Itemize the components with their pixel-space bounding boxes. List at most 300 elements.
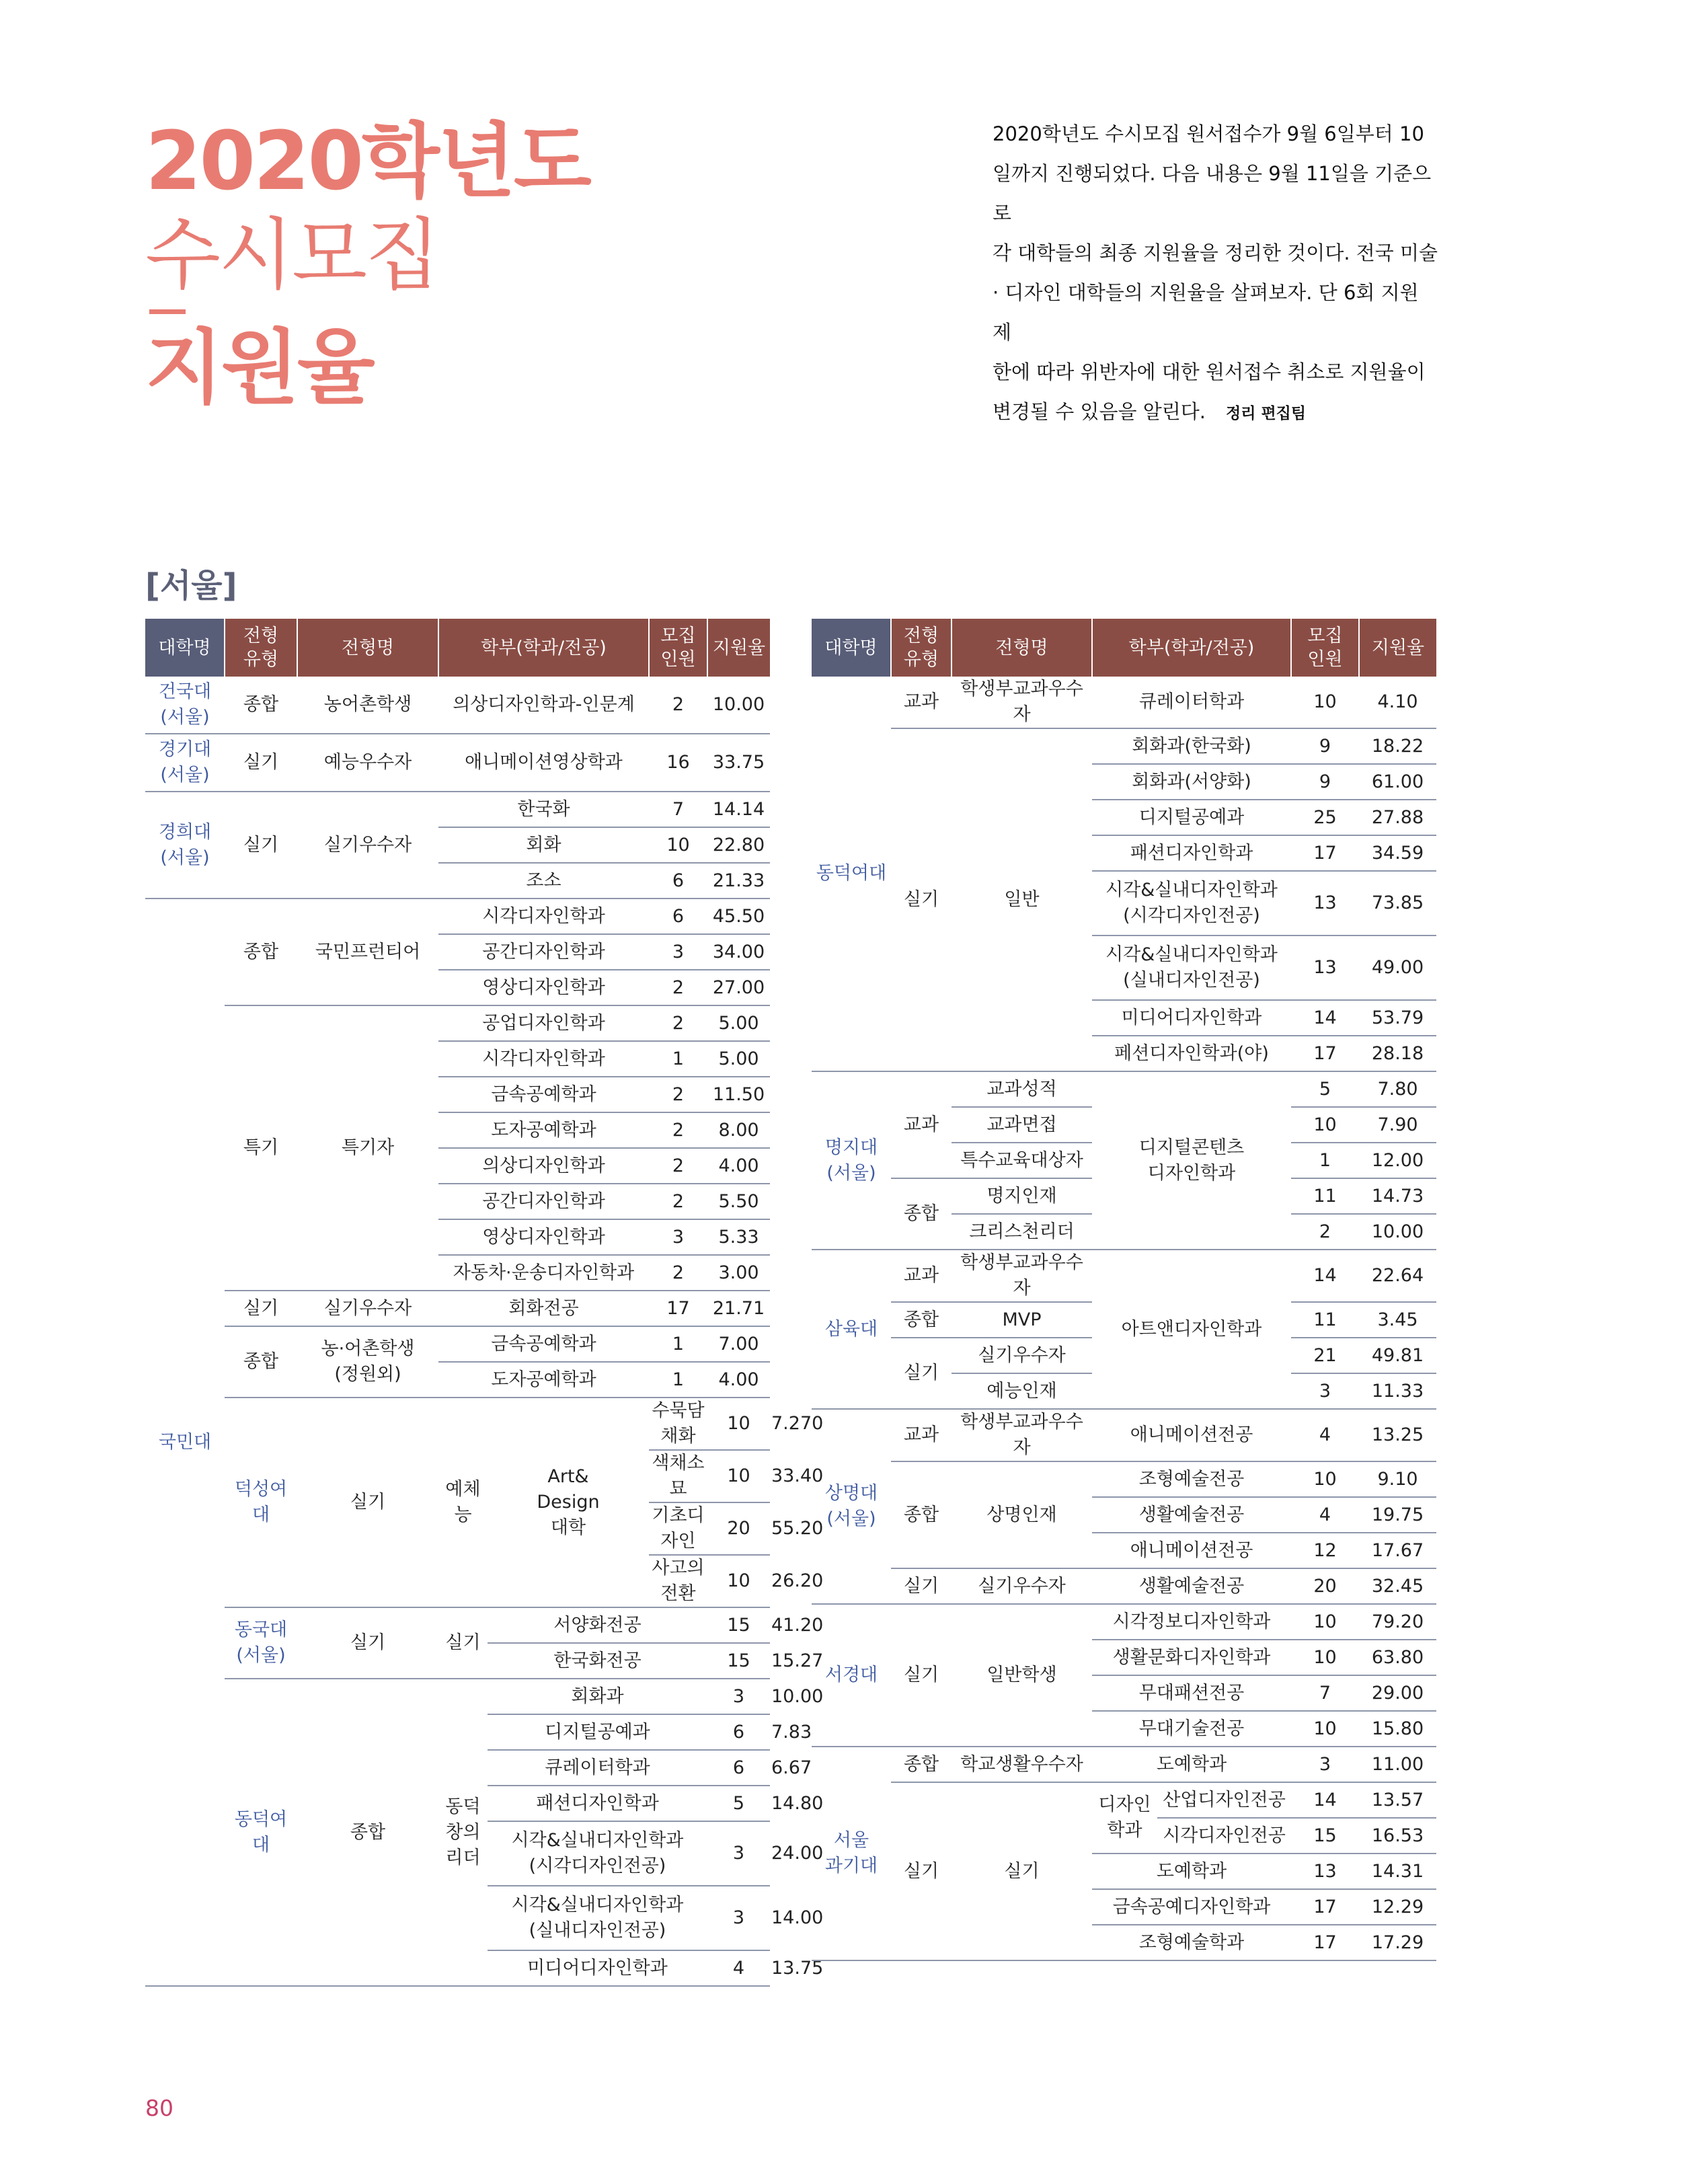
major-cell: 금속공예디자인학과 (1092, 1889, 1291, 1925)
rate-cell: 49.81 (1359, 1338, 1436, 1373)
quota-cell: 1 (1291, 1143, 1359, 1178)
major-cell: 조소 (438, 863, 649, 899)
admission-cell: MVP (952, 1302, 1092, 1338)
major-cell: 수묵담채화 (649, 1398, 707, 1450)
admission-cell: 실기우수자 (952, 1568, 1092, 1604)
quota-cell: 4 (1291, 1497, 1359, 1533)
header-major: 학부(학과/전공) (438, 619, 649, 677)
header-type: 전형 유형 (891, 619, 952, 677)
intro-line: 일까지 진행되었다. 다음 내용은 9월 11일을 기준으로 (993, 162, 1432, 225)
admission-cell: 실기 (952, 1782, 1092, 1960)
header-rate: 지원율 (1359, 619, 1436, 677)
college-cell: Art& Design 대학 (488, 1398, 649, 1607)
major-cell: 영상디자인학과 (438, 1219, 649, 1255)
university-cell: 경희대 (서울) (145, 792, 225, 899)
quota-cell: 15 (1291, 1818, 1359, 1854)
rate-cell: 45.50 (707, 899, 770, 934)
major-cell: 도자공예학과 (438, 1112, 649, 1148)
major-cell: 시각디자인학과 (438, 899, 649, 934)
major-cell: 시각&실내디자인학과 (실내디자인전공) (1092, 935, 1291, 1000)
rate-cell: 49.00 (1359, 935, 1436, 1000)
type-cell: 실기 (225, 1291, 297, 1326)
table-row: 기초디자인 20 55.20 (145, 1502, 770, 1555)
admission-cell: 학생부교과우수자 (952, 1250, 1092, 1302)
university-cell: 경기대 (서울) (145, 734, 225, 792)
title-topic: 지원율 (145, 321, 373, 416)
quota-cell: 3 (707, 1821, 770, 1886)
rate-cell: 11.33 (1359, 1373, 1436, 1409)
type-cell: 종합 (297, 1679, 438, 1986)
university-cell: 상명대 (서울) (812, 1409, 891, 1604)
major-cell: 회화과(한국화) (1092, 728, 1291, 764)
major-cell: 회화 (438, 827, 649, 863)
type-cell: 실기 (891, 1782, 952, 1960)
admission-cell: 특수교육대상자 (952, 1143, 1092, 1178)
intro-line: 한에 따라 위반자에 대한 원서접수 취소로 지원율이 (993, 360, 1426, 383)
table-row (145, 792, 770, 827)
college-cell: 디자인 학과 (1092, 1782, 1157, 1854)
type-cell: 실기 (225, 734, 297, 792)
major-cell: 회화과(서양화) (1092, 764, 1291, 800)
quota-cell: 14 (1291, 1250, 1359, 1302)
quota-cell: 3 (649, 934, 707, 970)
header-university: 대학명 (145, 619, 225, 677)
rate-cell: 73.85 (1359, 871, 1436, 935)
quota-cell: 6 (649, 899, 707, 934)
admission-cell: 예능인재 (952, 1373, 1092, 1409)
rate-cell: 53.79 (1359, 1000, 1436, 1036)
major-cell: 시각&실내디자인학과 (시각디자인전공) (488, 1821, 707, 1886)
rate-cell: 27.88 (1359, 800, 1436, 835)
university-cell: 동국대 (서울) (225, 1607, 297, 1679)
type-cell: 교과 (891, 1250, 952, 1302)
table-row: 패션디자인학과 5 14.80 (145, 1786, 770, 1821)
rate-cell: 5.00 (707, 1005, 770, 1041)
header-admission: 전형명 (952, 619, 1092, 677)
rate-cell: 18.22 (1359, 728, 1436, 764)
table-row (812, 677, 1436, 728)
university-cell: 덕성여대 (225, 1398, 297, 1607)
university-cell: 명지대 (서울) (812, 1071, 891, 1250)
university-cell: 서울 과기대 (812, 1747, 891, 1960)
table-row (812, 1250, 1436, 1302)
type-cell: 실기 (297, 1398, 438, 1607)
quota-cell: 3 (707, 1886, 770, 1950)
major-cell: 의상디자인학과-인문계 (438, 677, 649, 734)
intro-line: 각 대학들의 최종 지원율을 정리한 것이다. 전국 미술 (993, 241, 1438, 264)
major-cell: 서양화전공 (488, 1607, 707, 1643)
table-row: 시각&실내디자인학과 (시각디자인전공) 3 24.00 (145, 1821, 770, 1886)
title-subject: 수시모집 (145, 209, 439, 301)
quota-cell: 14 (1291, 1000, 1359, 1036)
quota-cell: 2 (649, 1148, 707, 1184)
rate-cell: 21.71 (707, 1291, 770, 1326)
quota-cell: 2 (649, 1077, 707, 1112)
admission-cell: 실기우수자 (297, 1291, 438, 1326)
admission-cell: 상명인재 (952, 1461, 1092, 1568)
major-cell: 시각&실내디자인학과 (실내디자인전공) (488, 1886, 707, 1950)
rate-cell: 28.18 (1359, 1036, 1436, 1071)
table-row (812, 728, 1436, 764)
rate-cell: 19.75 (1359, 1497, 1436, 1533)
quota-cell: 2 (649, 677, 707, 734)
quota-cell: 2 (649, 1184, 707, 1219)
quota-cell: 3 (707, 1679, 770, 1714)
rate-cell: 14.14 (707, 792, 770, 827)
quota-cell: 10 (707, 1398, 770, 1450)
title-divider (149, 309, 186, 314)
rate-cell: 10.00 (1359, 1214, 1436, 1250)
major-cell: 산업디자인전공 (1157, 1782, 1291, 1818)
major-cell: 디지털공예과 (488, 1714, 707, 1750)
table-row (145, 1326, 770, 1362)
type-cell: 종합 (891, 1461, 952, 1568)
quota-cell: 2 (649, 970, 707, 1005)
table-header-row (145, 619, 770, 677)
major-cell: 애니메이션전공 (1092, 1533, 1291, 1568)
major-cell: 패션디자인학과 (1092, 835, 1291, 871)
rate-cell: 5.50 (707, 1184, 770, 1219)
rate-cell: 15.80 (1359, 1711, 1436, 1747)
rate-cell: 13.25 (1359, 1409, 1436, 1461)
quota-cell: 7 (1291, 1675, 1359, 1711)
rate-cell: 3.00 (707, 1255, 770, 1291)
type-cell: 종합 (891, 1747, 952, 1782)
intro-paragraph (993, 114, 1443, 434)
quota-cell: 13 (1291, 871, 1359, 935)
quota-cell: 21 (1291, 1338, 1359, 1373)
admission-cell: 학생부교과우수자 (952, 677, 1092, 728)
quota-cell: 10 (1291, 1640, 1359, 1675)
intro-line: 2020학년도 수시모집 원서접수가 9월 6일부터 10 (993, 122, 1424, 145)
major-cell: 미디어디자인학과 (1092, 1000, 1291, 1036)
table-row: 한국화전공 15 15.27 (145, 1643, 770, 1679)
quota-cell: 9 (1291, 728, 1359, 764)
quota-cell: 4 (707, 1950, 770, 1986)
quota-cell: 2 (649, 1112, 707, 1148)
rate-cell: 11.00 (1359, 1747, 1436, 1782)
quota-cell: 4 (1291, 1409, 1359, 1461)
major-cell: 조형예술전공 (1092, 1461, 1291, 1497)
quota-cell: 10 (707, 1450, 770, 1502)
type-cell: 종합 (225, 1326, 297, 1398)
admission-cell: 일반 (952, 728, 1092, 1071)
rate-cell: 17.67 (1359, 1533, 1436, 1568)
rate-cell: 61.00 (1359, 764, 1436, 800)
table-row (145, 1005, 770, 1041)
major-cell: 시각디자인전공 (1157, 1818, 1291, 1854)
university-cell: 국민대 (145, 899, 225, 1986)
header-rate: 지원율 (707, 619, 770, 677)
type-cell: 실기 (891, 728, 952, 1071)
quota-cell: 20 (707, 1502, 770, 1555)
rate-cell: 34.59 (1359, 835, 1436, 871)
major-cell: 시각디자인학과 (438, 1041, 649, 1077)
table-row: 큐레이터학과 6 6.67 (145, 1750, 770, 1786)
rate-cell: 29.00 (1359, 1675, 1436, 1711)
university-cell: 건국대 (서울) (145, 677, 225, 734)
section-heading: [서울] (145, 567, 237, 605)
quota-cell: 6 (707, 1714, 770, 1750)
table-row (812, 1604, 1436, 1640)
admission-cell: 농어촌학생 (297, 677, 438, 734)
rate-cell: 11.50 (707, 1077, 770, 1112)
quota-cell: 6 (707, 1750, 770, 1786)
type-cell: 종합 (225, 677, 297, 734)
rate-cell: 63.80 (1359, 1640, 1436, 1675)
admission-cell: 동덕창의리더 (438, 1679, 488, 1986)
quota-cell: 1 (649, 1362, 707, 1398)
table-row: 시각&실내디자인학과 (실내디자인전공) 3 14.00 (145, 1886, 770, 1950)
rate-cell: 22.80 (707, 827, 770, 863)
rate-cell: 7.00 (707, 1326, 770, 1362)
header-quota: 모집 인원 (1291, 619, 1359, 677)
quota-cell: 16 (649, 734, 707, 792)
university-cell: 서경대 (812, 1604, 891, 1747)
major-cell: 공간디자인학과 (438, 1184, 649, 1219)
quota-cell: 11 (1291, 1302, 1359, 1338)
quota-cell: 2 (649, 1005, 707, 1041)
type-cell: 실기 (891, 1604, 952, 1747)
major-cell: 미디어디자인학과 (488, 1950, 707, 1986)
major-cell: 자동차·운송디자인학과 (438, 1255, 649, 1291)
header-major: 학부(학과/전공) (1092, 619, 1291, 677)
major-cell: 시각&실내디자인학과 (시각디자인전공) (1092, 871, 1291, 935)
quota-cell: 13 (1291, 1854, 1359, 1889)
quota-cell: 10 (1291, 1711, 1359, 1747)
major-cell: 색채소묘 (649, 1450, 707, 1502)
admission-cell: 교과면접 (952, 1107, 1092, 1143)
title-year: 2020학년도 (145, 115, 590, 208)
header-admission: 전형명 (297, 619, 438, 677)
major-cell: 도자공예학과 (438, 1362, 649, 1398)
admission-cell: 학생부교과우수자 (952, 1409, 1092, 1461)
quota-cell: 3 (649, 1219, 707, 1255)
major-cell: 도예학과 (1092, 1747, 1291, 1782)
quota-cell: 17 (1291, 1925, 1359, 1960)
intro-line: 변경될 수 있음을 알린다. (993, 400, 1206, 423)
table-row: 동국대 (서울) 실기 실기 서양화전공 15 41.20 (145, 1607, 770, 1643)
quota-cell: 10 (1291, 1461, 1359, 1497)
quota-cell: 2 (1291, 1214, 1359, 1250)
quota-cell: 17 (1291, 835, 1359, 871)
intro-line-last (993, 392, 1443, 434)
quota-cell: 15 (707, 1643, 770, 1679)
table-row: 디지털공예과 6 7.83 (145, 1714, 770, 1750)
major-cell: 금속공예학과 (438, 1326, 649, 1362)
rate-cell: 17.29 (1359, 1925, 1436, 1960)
quota-cell: 11 (1291, 1178, 1359, 1214)
major-cell: 생활문화디자인학과 (1092, 1640, 1291, 1675)
admission-cell: 국민프런티어 (297, 899, 438, 1005)
header-university: 대학명 (812, 619, 891, 677)
major-cell: 회화전공 (438, 1291, 649, 1326)
table-row: 덕성여대 실기 예체능 Art& Design 대학 수묵담채화 10 7.270 (145, 1398, 770, 1450)
quota-cell: 10 (1291, 677, 1359, 728)
type-cell: 교과 (891, 677, 952, 728)
type-cell: 실기 (891, 1338, 952, 1409)
rate-cell: 33.75 (707, 734, 770, 792)
rate-cell: 10.00 (707, 677, 770, 734)
major-cell: 한국화전공 (488, 1643, 707, 1679)
rate-cell: 79.20 (1359, 1604, 1436, 1640)
major-cell: 도예학과 (1092, 1854, 1291, 1889)
quota-cell: 12 (1291, 1533, 1359, 1568)
quota-cell: 3 (1291, 1373, 1359, 1409)
major-cell: 기초디자인 (649, 1502, 707, 1555)
quota-cell: 14 (1291, 1782, 1359, 1818)
major-cell: 디지털콘텐츠 디자인학과 (1092, 1071, 1291, 1250)
rate-cell: 3.45 (1359, 1302, 1436, 1338)
admission-cell: 실기우수자 (952, 1338, 1092, 1373)
rate-cell: 4.00 (707, 1362, 770, 1398)
rate-cell: 16.53 (1359, 1818, 1436, 1854)
rate-cell: 34.00 (707, 934, 770, 970)
type-cell: 종합 (891, 1178, 952, 1250)
type-cell: 종합 (225, 899, 297, 1005)
table-row (145, 899, 770, 934)
major-cell: 한국화 (438, 792, 649, 827)
major-cell: 디지털공예과 (1092, 800, 1291, 835)
university-cell: 동덕여대 (225, 1679, 297, 1986)
rate-cell: 7.90 (1359, 1107, 1436, 1143)
table-row (812, 1409, 1436, 1461)
rate-cell: 21.33 (707, 863, 770, 899)
major-cell: 무대패션전공 (1092, 1675, 1291, 1711)
header-type: 전형 유형 (225, 619, 297, 677)
rate-cell: 4.00 (707, 1148, 770, 1184)
right-rate-table (812, 619, 1436, 1961)
page-title (145, 114, 590, 416)
quota-cell: 10 (1291, 1604, 1359, 1640)
major-cell: 애니메이션영상학과 (438, 734, 649, 792)
table-row (812, 1461, 1436, 1497)
quota-cell: 2 (649, 1255, 707, 1291)
type-cell: 실기 (891, 1568, 952, 1604)
quota-cell: 10 (649, 827, 707, 863)
major-cell: 애니메이션전공 (1092, 1409, 1291, 1461)
left-rate-table (145, 619, 824, 1987)
quota-cell: 1 (649, 1326, 707, 1362)
rate-cell: 7.80 (1359, 1071, 1436, 1107)
quota-cell: 5 (1291, 1071, 1359, 1107)
major-cell: 사고의 전환 (649, 1555, 707, 1607)
quota-cell: 15 (707, 1607, 770, 1643)
type-cell: 특기 (225, 1005, 297, 1291)
rate-cell: 5.33 (707, 1219, 770, 1255)
credit: 정리 편집팀 (1226, 405, 1307, 422)
type-cell: 교과 (891, 1071, 952, 1178)
quota-cell: 9 (1291, 764, 1359, 800)
major-cell: 생활예술전공 (1092, 1568, 1291, 1604)
rate-cell: 22.64 (1359, 1250, 1436, 1302)
table-row (812, 1782, 1436, 1818)
table-header-row (812, 619, 1436, 677)
major-cell: 의상디자인학과 (438, 1148, 649, 1184)
admission-cell: 예체능 (438, 1398, 488, 1607)
quota-cell: 17 (1291, 1036, 1359, 1071)
table-row: 동덕여대 종합 동덕창의리더 회화과 3 10.00 (145, 1679, 770, 1714)
admission-cell: 교과성적 (952, 1071, 1092, 1107)
rate-cell: 27.00 (707, 970, 770, 1005)
type-cell: 종합 (891, 1302, 952, 1338)
rate-cell: 12.00 (1359, 1143, 1436, 1178)
table-row (145, 677, 770, 734)
quota-cell: 3 (1291, 1747, 1359, 1782)
major-cell: 조형예술학과 (1092, 1925, 1291, 1960)
university-cell: 동덕여대 (812, 677, 891, 1071)
table-row (812, 1568, 1436, 1604)
page-number: 80 (145, 2095, 173, 2121)
quota-cell: 13 (1291, 935, 1359, 1000)
quota-cell: 1 (649, 1041, 707, 1077)
table-row: 사고의 전환 10 26.20 (145, 1555, 770, 1607)
admission-cell: 예능우수자 (297, 734, 438, 792)
admission-cell: 농·어촌학생 (정원외) (297, 1326, 438, 1398)
header-quota: 모집 인원 (649, 619, 707, 677)
quota-cell: 17 (1291, 1889, 1359, 1925)
rate-cell: 9.10 (1359, 1461, 1436, 1497)
type-cell: 실기 (225, 792, 297, 899)
admission-cell: 일반학생 (952, 1604, 1092, 1747)
quota-cell: 5 (707, 1786, 770, 1821)
major-cell: 큐레이터학과 (1092, 677, 1291, 728)
quota-cell: 17 (649, 1291, 707, 1326)
major-cell: 아트앤디자인학과 (1092, 1250, 1291, 1409)
quota-cell: 6 (649, 863, 707, 899)
rate-cell: 14.73 (1359, 1178, 1436, 1214)
major-cell: 시각정보디자인학과 (1092, 1604, 1291, 1640)
admission-cell: 명지인재 (952, 1178, 1092, 1214)
admission-cell: 실기우수자 (297, 792, 438, 899)
major-cell: 생활예술전공 (1092, 1497, 1291, 1533)
admission-cell: 크리스천리더 (952, 1214, 1092, 1250)
major-cell: 페션디자인학과(야) (1092, 1036, 1291, 1071)
rate-cell: 32.45 (1359, 1568, 1436, 1604)
quota-cell: 7 (649, 792, 707, 827)
table-row: 미디어디자인학과 4 13.75 (145, 1950, 770, 1986)
rate-cell: 8.00 (707, 1112, 770, 1148)
table-row (812, 1071, 1436, 1107)
table-row (145, 734, 770, 792)
rate-cell: 4.10 (1359, 677, 1436, 728)
admission-cell: 학교생활우수자 (952, 1747, 1092, 1782)
quota-cell: 10 (1291, 1107, 1359, 1143)
major-cell: 큐레이터학과 (488, 1750, 707, 1786)
table-row (145, 1291, 770, 1326)
rate-cell: 5.00 (707, 1041, 770, 1077)
rate-cell: 13.57 (1359, 1782, 1436, 1818)
rate-cell: 14.31 (1359, 1854, 1436, 1889)
intro-line: · 디자인 대학들의 지원율을 살펴보자. 단 6회 지원 제 (993, 281, 1419, 344)
major-cell: 패션디자인학과 (488, 1786, 707, 1821)
university-cell: 삼육대 (812, 1250, 891, 1409)
quota-cell: 10 (707, 1555, 770, 1607)
rate-cell: 12.29 (1359, 1889, 1436, 1925)
major-cell: 무대기술전공 (1092, 1711, 1291, 1747)
quota-cell: 20 (1291, 1568, 1359, 1604)
major-cell: 회화과 (488, 1679, 707, 1714)
type-cell: 실기 (297, 1607, 438, 1679)
admission-cell: 실기 (438, 1607, 488, 1679)
major-cell: 영상디자인학과 (438, 970, 649, 1005)
table-row: 색채소묘 10 33.40 (145, 1450, 770, 1502)
table-row (812, 1747, 1436, 1782)
type-cell: 교과 (891, 1409, 952, 1461)
major-cell: 금속공예학과 (438, 1077, 649, 1112)
major-cell: 공간디자인학과 (438, 934, 649, 970)
admission-cell: 특기자 (297, 1005, 438, 1291)
